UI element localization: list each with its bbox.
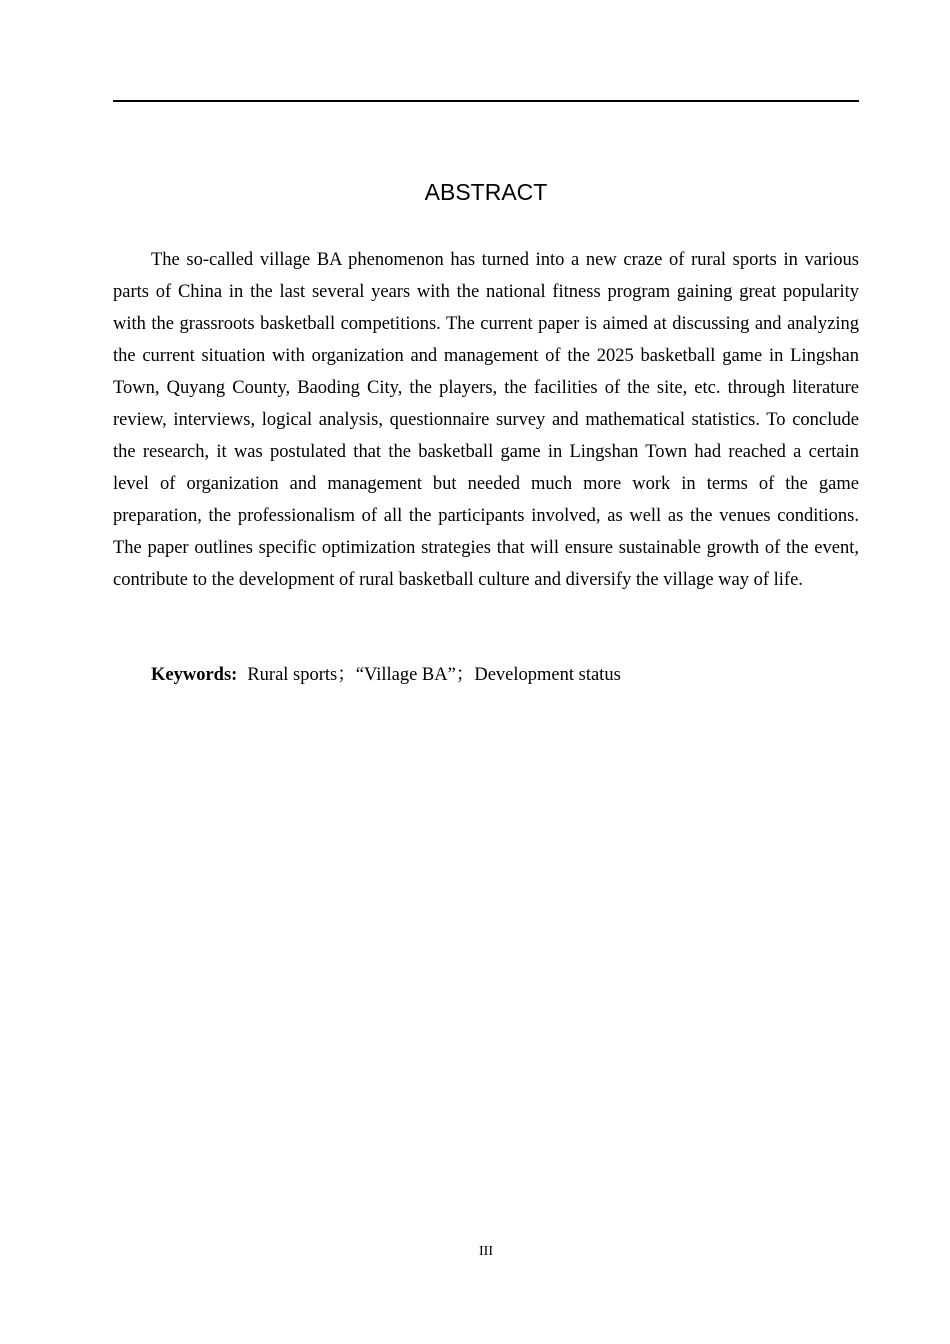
- keywords-text: Rural sports；“Village BA”；Development status: [247, 665, 621, 685]
- keywords-label: Keywords:: [151, 665, 238, 685]
- abstract-title: ABSTRACT: [424, 179, 548, 205]
- header-rule: [113, 100, 859, 102]
- keywords-line: [151, 659, 859, 691]
- page-number: III: [479, 1244, 493, 1259]
- abstract-paragraph: The so-called village BA phenomenon has turned into a new craze of rural sports in various parts of China in the last several years with the national fitness program gaining great popularity with the grassroots basketball competitions. The current paper is aimed at discussing and analyzing the current situation with organization and management of the 2025 basketball game in Lingshan Town, Quyang County, Baoding City, the players, the facilities of the site, etc. through literature review, interviews, logical analysis, questionnaire survey and mathematical statistics. To conclude the research, it was postulated that the basketball game in Lingshan Town had reached a certain level of organization and management but needed much more work in terms of the game preparation, the professionalism of all the participants involved, as well as the venues conditions. The paper outlines specific optimization strategies that will ensure sustainable growth of the event, contribute to the development of rural basketball culture and diversify the village way of life.: [113, 250, 859, 590]
